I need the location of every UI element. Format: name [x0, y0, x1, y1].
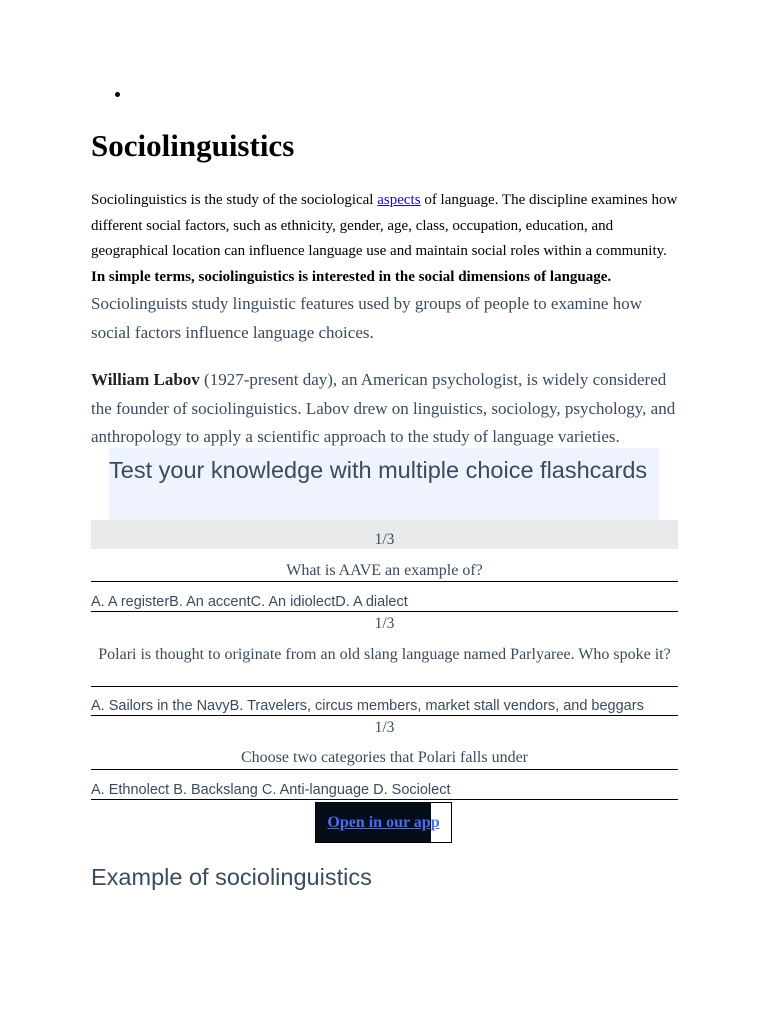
flashcard-answers[interactable]: A. Sailors in the NavyB. Travelers, circus members, market stall vendors, and beggars: [91, 698, 644, 714]
flashcard-question[interactable]: What is AAVE an example of?: [286, 562, 483, 579]
divider: [91, 799, 678, 800]
intro-text-after-link: of language. The discipline examines how different social factors, such as ethnicity, gender, age, class, occupation, education, and geographical location can influence language use and maintain social roles within a community.: [91, 192, 678, 259]
flashcard-counter: 1/3: [374, 615, 395, 632]
divider: [91, 769, 678, 770]
divider: [91, 581, 678, 582]
divider: [91, 611, 678, 612]
flashcard-question[interactable]: Choose two categories that Polari falls under: [240, 749, 529, 766]
section-heading: Example of sociolinguistics: [91, 864, 372, 890]
open-in-app-label: Open in our app: [327, 813, 440, 831]
intro-text-before-link: Sociolinguistics is the study of the sociological: [91, 192, 378, 208]
flashcard-question[interactable]: Polari is thought to originate from an old slang language named Parlyaree. Who spoke it?: [98, 646, 671, 663]
flashcard-counter: 1/3: [374, 531, 395, 548]
labov-text: (1927-present day), an American psychologist, is widely considered the founder of sociolinguistics. Labov drew on linguistics, sociology, psychology, and anthropology to apply a scientific approach to the study of language varieties.: [91, 370, 676, 446]
labov-name: William Labov: [91, 370, 200, 389]
intro-paragraph: [91, 188, 681, 290]
flashcard-answers[interactable]: A. A registerB. An accentC. An idiolectD. A dialect: [91, 594, 408, 610]
flashcard-answers[interactable]: A. Ethnolect B. Backslang C. Anti-language D. Sociolect: [91, 782, 451, 798]
sociolinguists-paragraph: Sociolinguists study linguistic features used by groups of people to examine how social factors influence language choices.: [91, 294, 643, 342]
flashcards-header: Test your knowledge with multiple choice flashcards: [109, 448, 659, 520]
list-bullet: [115, 92, 120, 97]
intro-bold-summary: In simple terms, sociolinguistics is interested in the social dimensions of language.: [91, 268, 612, 285]
aspects-link[interactable]: aspects: [377, 192, 421, 208]
open-in-app-button[interactable]: [315, 802, 452, 843]
page-title: Sociolinguistics: [91, 128, 295, 163]
flashcard-counter: 1/3: [374, 719, 395, 736]
divider: [91, 715, 678, 716]
labov-paragraph: [91, 366, 681, 452]
divider: [91, 686, 678, 687]
